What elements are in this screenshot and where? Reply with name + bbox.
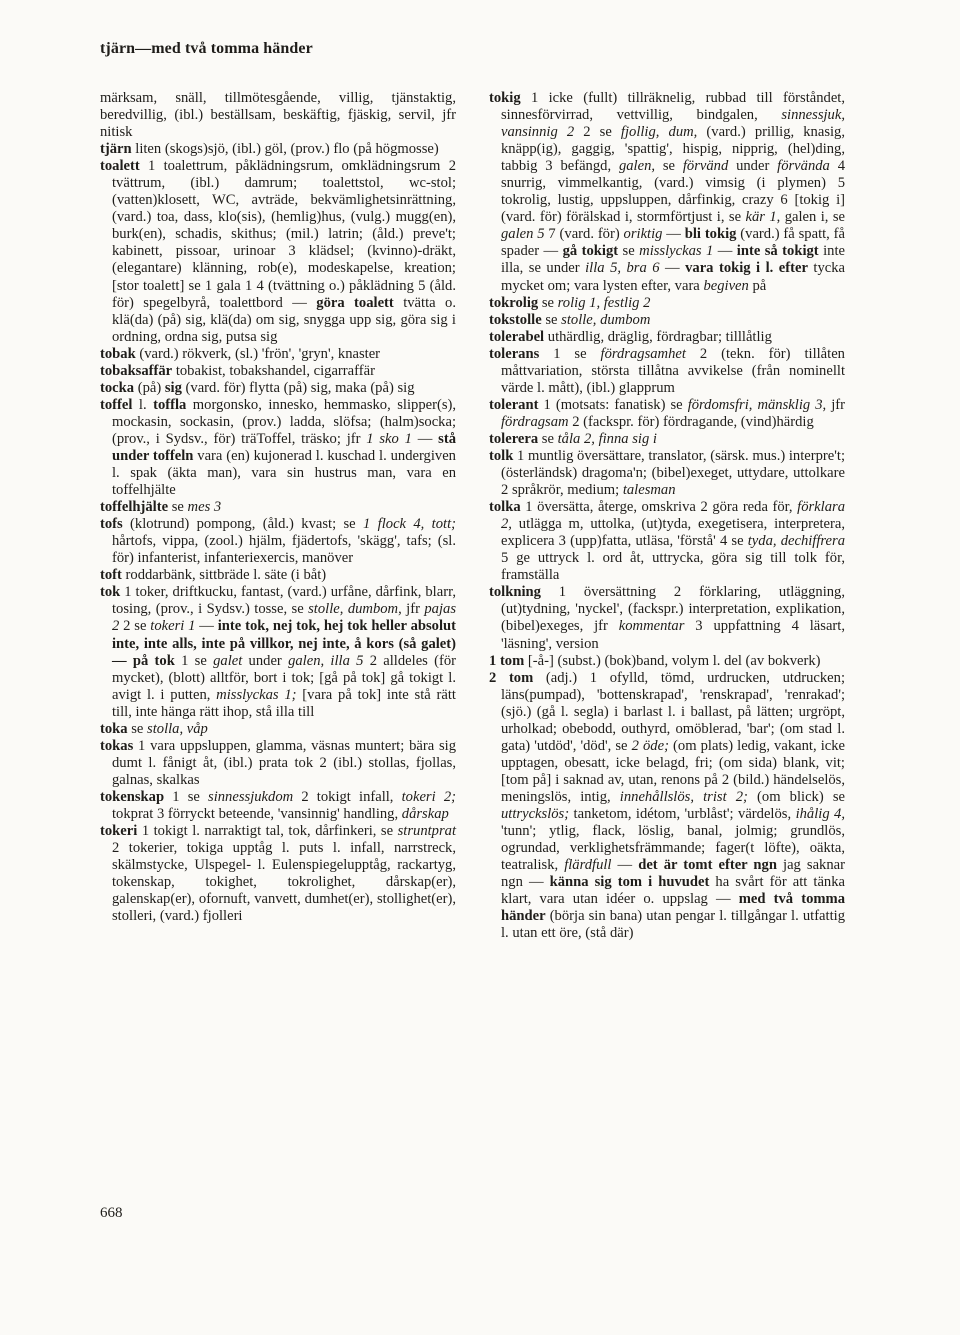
entry-text: 4 snurrig, vimmelkantig, (vard.) vimsig (i plymen) 5 tokrolig, lustig, uppsluppen, dårfinkig, crazy 6 [tokig i] (vard. för) förälskad i, stormförtjust i, se — [501, 158, 845, 226]
entry-text: 2 tokigt infall, — [293, 788, 402, 805]
entry-text: tokeri 2; — [401, 788, 456, 805]
entry-text: 7 (vard. för) — [544, 226, 624, 243]
entry-text: inte tok, nej tok, hej tok heller absolut inte, inte alls, inte på villkor, nej inte, å kors (så galet) — på tok — [112, 618, 456, 669]
entry-text: stolle, dumbom — [308, 601, 399, 618]
entry-text: — — [659, 260, 686, 277]
dictionary-entry — [100, 567, 456, 584]
headword: toft — [100, 567, 122, 584]
entry-text: inte illa, se under — [501, 243, 845, 277]
dictionary-entry — [100, 789, 456, 823]
headword: tok — [100, 584, 121, 601]
entry-text: sig — [164, 379, 182, 396]
dictionary-entry — [100, 363, 456, 380]
headword: toka — [100, 720, 128, 737]
entry-text: uthärdlig, dräglig, fördragbar; tilllåtlig — [544, 328, 772, 345]
entry-text: jag saknar ngn — — [501, 857, 845, 891]
dictionary-entry — [100, 346, 456, 363]
entry-text: 2 tokerier, tokiga upptåg l. puts l. infall, narrstreck, skälmstycke, Ulspegel- l. Eulenspiegelupptåg, rackartyg, tokenskap, tokighet, tokrolighet, dårskap(er), galenskap(er), ofornuft, vanvett, dumhet(er), stollighet(er), stolleri, (vard.) fjolleri — [112, 840, 456, 925]
entry-text: se — [538, 294, 558, 311]
entry-text: (på) — [134, 379, 165, 396]
dictionary-entry — [489, 499, 845, 584]
entry-text: på — [748, 277, 767, 294]
entry-text: gå tokigt — [562, 243, 619, 260]
dictionary-entry — [489, 397, 845, 431]
entry-text: tanketom, idétom, 'urblåst'; värdelös, — [569, 805, 796, 822]
entry-text: uttryckslös; — [501, 805, 570, 822]
headword: tokas — [100, 737, 134, 754]
dictionary-entry — [100, 141, 456, 158]
entry-text: innehållslös, trist 2; — [619, 788, 748, 805]
headword: tolerans — [489, 345, 540, 362]
entry-text: fördragsam — [501, 413, 569, 430]
entry-text: bli tokig — [684, 226, 737, 243]
dictionary-entry — [489, 670, 845, 943]
entry-text: kommentar — [618, 618, 685, 635]
entry-text: tvätta o. klä(da) (på) sig, klä(da) om sig, snygga upp sig, göra sig i ordning, ordna sig, putsa sig — [112, 294, 456, 345]
entry-text: galen, — [618, 158, 656, 175]
headword: tokstolle — [489, 311, 542, 328]
entry-text: galen, illa 5 — [288, 652, 364, 669]
entry-text: (om blick) se — [747, 788, 845, 805]
dictionary-entry — [100, 499, 456, 516]
entry-text: (börja sin bana) utan pengar l. tillgångar l. utfattig l. utan ett öre, (stå där) — [501, 908, 845, 942]
entry-text: tobakist, tobakshandel, cigarraffär — [172, 362, 375, 379]
entry-text: — — [195, 618, 218, 635]
entry-text: se — [168, 499, 188, 516]
dictionary-entry — [489, 448, 845, 499]
entry-text: se — [618, 243, 640, 260]
entry-text: 'tunn'; ytlig, flack, löslig, banal, jolmig; grundlös, ogrundad, verklighetsfrämmande; fager(t löfte), oäkta, teatralisk, — [501, 823, 845, 874]
entry-text: förvända — [777, 158, 830, 175]
entry-text: rolig 1, festlig 2 — [557, 294, 651, 311]
dictionary-entry — [100, 380, 456, 397]
entry-text: flärdfull — [564, 857, 612, 874]
running-head: tjärn—med två tomma händer — [100, 40, 313, 57]
entry-text: förvänd — [682, 158, 729, 175]
entry-text: 1 muntlig översättare, translator, (särsk. mus.) interpre't; (österländsk) dragoma'n; (bibel)exeget, uttydare, uttolkare 2 språkrör, medium; — [501, 447, 845, 499]
dictionary-entry — [100, 738, 456, 789]
entry-text: förklara 2, — [501, 499, 845, 533]
entry-text: 1 sko 1 — [366, 430, 412, 447]
headword: tolerera — [489, 430, 539, 447]
headword: toalett — [100, 158, 140, 175]
dictionary-entry — [489, 584, 845, 652]
entry-text: se — [538, 430, 558, 447]
entry-text: under — [728, 158, 778, 175]
entry-text: sinnessjukdom — [208, 788, 294, 805]
entry-text: 1 (motsats: fanatisk) se — [538, 396, 688, 413]
entry-text: 2 (fackspr. för) fördragande, (vind)härdig — [568, 413, 814, 430]
entry-text: märksam, snäll, tillmötesgående, villig, tjänstaktig, beredvillig, (ibl.) beställsam, beskäftig, fjäskig, servil, jfr nitisk — [100, 90, 456, 141]
dictionary-entry — [489, 431, 845, 448]
entry-text: 1 flock 4, tott; — [363, 516, 457, 533]
entry-text: med två tomma händer — [501, 891, 845, 925]
entry-text: 2 se — [119, 618, 151, 635]
entry-text: 1 tokigt l. narraktigt tal, tok, dårfinkeri, se — [137, 823, 398, 840]
headword: 2 tom — [489, 669, 534, 686]
entry-text: l. — [132, 396, 154, 413]
entry-text: göra toalett — [316, 294, 394, 311]
entry-text: se — [541, 311, 562, 328]
dictionary-entry — [489, 90, 845, 295]
entry-text: — — [611, 857, 639, 874]
entry-text: (vard.) prillig, knasig, knäpp(ig), gaggig, 'spattig', hispig, nipprig, (hel)ding, tabbig 3 befängd, — [501, 124, 845, 175]
page-number: 668 — [100, 1205, 123, 1221]
entry-text: fördragsamhet — [600, 345, 686, 362]
entry-text: tåla 2, finna sig i — [557, 430, 657, 447]
entry-text: 1 vara uppsluppen, glamma, väsnas muntert; bära sig dumt l. fånigt åt, (ibl.) prata tok 2 (ibl.) stollas, fjollas, galnas, skalkas — [112, 737, 456, 788]
entry-text: det är tomt efter ngn — [638, 857, 777, 874]
entry-text: kär 1 — [745, 209, 777, 226]
headword: tocka — [100, 379, 135, 396]
entry-text: struntprat — [397, 823, 456, 840]
entry-text: fördomsfri, mänsklig 3, — [687, 396, 827, 413]
entry-text: vara tokig i l. efter — [685, 260, 808, 277]
entry-text: (vard.) rökverk, (sl.) 'frön', 'gryn', knaster — [135, 345, 381, 362]
entry-text: se — [655, 158, 683, 175]
dictionary-entry — [489, 295, 845, 312]
headword: 1 tom — [489, 652, 525, 669]
headword: toffel — [100, 396, 133, 413]
entry-text: 2 öde; — [631, 737, 669, 754]
entry-text: 1 toalettrum, påklädningsrum, omklädningsrum 2 tvättrum, (ibl.) damrum; toalettstol, wc-stol; (vatten)klosett, WC, avträde, bekvämlighetsinrättning, (vard.) toa, dass, klo(sis), (hemlig)hus, (vulg.) mugg(en), burk(en), schadis, skithus; (mil.) latrin; (åld.) preve't; kabinett, pissoar, urinoar 3 klädsel; (kvinno)-dräkt, (elegantare) klänning, rob(e), modeskapelse, kreation; [stor toalett] se 1 gala 1 4 (tvättning o.) påklädning 5 (åld. för) spegelbyrå, toalettbord — — [112, 158, 456, 311]
entry-text: tycka mycket om; vara lysten efter, vara — [501, 260, 846, 294]
dictionary-entry — [489, 329, 845, 346]
headword: tolkning — [489, 584, 541, 601]
entry-text: fjollig, dum, — [620, 124, 698, 141]
entry-text: illa 5, bra 6 — [585, 260, 660, 277]
entry-text: roddarbänk, sittbräde l. säte (i båt) — [121, 567, 327, 584]
dictionary-entry — [100, 516, 456, 567]
dictionary-entry — [100, 90, 456, 141]
entry-text: — — [713, 243, 737, 260]
entry-text: liten (skogs)sjö, (ibl.) göl, (prov.) flo (på högmosse) — [131, 141, 439, 158]
entry-text: galet — [213, 652, 243, 669]
entry-text: vara (en) kujonerad l. kuschad l. undergiven l. spak (äkta man), vara sin hustrus man, vara en toffelhjälte — [112, 447, 456, 499]
dictionary-entry — [100, 397, 456, 499]
entry-text: 5 ge uttryck l. ord åt, uttrycka, göra sig till tolk för, framställa — [501, 550, 845, 584]
entry-text: toffla — [153, 396, 187, 413]
entry-text: hårtofs, vippa, (zool.) hjälm, fjädertofs, 'skägg', tafs; (sl. för) infanterist, infanteriexercis, manöver — [112, 533, 456, 567]
entry-text: se — [127, 720, 148, 737]
entry-text: mes 3 — [187, 499, 222, 516]
entry-text: talesman — [622, 482, 676, 499]
entry-text: 2 (tekn. för) tillåten måttvariation, största tillåtna avvikelse (från nominellt värde l. mått), (ibl.) glapprum — [501, 345, 845, 396]
entry-text: pajas 2 — [112, 601, 456, 635]
right-column — [489, 90, 845, 1200]
entry-text: 1 översättning 2 förklaring, utläggning, (ut)tydning, 'nyckel', (fackspr.) interpretation, explikation, (bibel)exeges, jfr — [501, 584, 845, 635]
entry-text: 3 uppfattning 4 läsart, 'läsning', version — [501, 618, 845, 652]
headword: tolerabel — [489, 328, 545, 345]
entry-text: stolla, våp — [147, 720, 208, 737]
dictionary-columns — [100, 90, 845, 1200]
entry-text: begiven — [703, 277, 749, 294]
entry-text: tyda, dechiffrera — [747, 533, 845, 550]
entry-text: tokeri 1 — [150, 618, 196, 635]
entry-text: misslyckas 1 — [639, 243, 714, 260]
entry-text: (om plats) ledig, vakant, icke upptagen, obesatt, icke belagd, fri; (om sida) blank, vit; [tom på] i saknad av, utan, renons på 2 (bild.) händelselös, meningslös, intig, — [501, 737, 845, 805]
entry-text: jfr — [826, 396, 845, 413]
entry-text: 1 icke (fullt) tillräknelig, rubbad till förståndet, sinnesförvirrad, vettvillig, bindgalen, — [501, 90, 845, 124]
entry-text: 1 toker, driftkucku, fantast, (vard.) urfåne, dårfink, blarr, tosing, (prov., i Sydsv.) tosse, se — [112, 584, 456, 618]
entry-text: dårskap — [401, 805, 449, 822]
dictionary-entry — [489, 653, 845, 670]
dictionary-entry — [100, 158, 456, 346]
entry-text: morgonsko, innesko, hemmasko, slipper(s), mockasin, sockasin, (prov.) ladda, slöfsa; (halm)socka; (prov., i Sydsv., för) träToffel, träsko; jfr — [112, 396, 457, 447]
headword: tolk — [489, 447, 514, 464]
headword: tolka — [489, 499, 521, 516]
headword: tokig — [489, 90, 521, 106]
dictionary-entry — [100, 584, 456, 720]
headword: tokrolig — [489, 294, 539, 311]
dictionary-entry — [489, 346, 845, 397]
entry-text: , jfr — [398, 601, 425, 618]
headword: tofs — [100, 516, 123, 533]
entry-text: 2 se — [574, 124, 621, 141]
left-column — [100, 90, 456, 1200]
dictionary-entry — [100, 823, 456, 925]
entry-text: stå under toffeln — [112, 430, 456, 464]
entry-text: ihålig 4, — [795, 805, 846, 822]
entry-text: (klotrund) pompong, (åld.) kvast; se — [122, 516, 364, 533]
headword: tobaksaffär — [100, 362, 173, 379]
headword: tokeri — [100, 823, 138, 840]
entry-text: oriktig — [623, 226, 663, 243]
entry-text: [-å-] (subst.) (bok)band, volym l. del (av bokverk) — [524, 652, 821, 669]
entry-text: galen 5 — [501, 226, 545, 243]
entry-text: misslyckas 1; — [216, 686, 297, 703]
entry-text: inte så tokigt — [736, 243, 819, 260]
entry-text: — — [411, 430, 439, 447]
entry-text: stolle, dumbom — [561, 311, 651, 328]
entry-text: , galen i, se — [776, 209, 845, 226]
dictionary-entry — [489, 312, 845, 329]
entry-text: (vard.) få spatt, få spader — — [501, 226, 846, 260]
entry-text: känna sig tom i huvudet — [549, 874, 710, 891]
entry-text: sinnessjuk, vansinnig 2 — [501, 107, 845, 141]
entry-text: 1 översätta, återge, omskriva 2 göra reda för, — [520, 499, 798, 516]
headword: tobak — [100, 345, 136, 362]
entry-text: tokprat 3 förryckt beteende, 'vansinnig' handling, — [112, 805, 402, 822]
dictionary-entry — [100, 721, 456, 738]
entry-text: utlägga m, uttolka, (ut)tyda, exegetisera, interpretera, explicera 3 (upp)fatta, utläsa, 'förstå' 4 se — [501, 516, 845, 550]
entry-text: 1 se — [174, 652, 214, 669]
entry-text: 1 se — [164, 788, 209, 805]
headword: tokenskap — [100, 788, 165, 805]
entry-text: (adj.) 1 ofylld, tömd, urdrucken, utdrucken; läns(pumpad), 'bottenskrapad', 'renskrapad', 'renrakad'; (sjö.) (gå l. segla) i barlast l. i ballast, på lätten; urgröpt, urholkad; obebodd, outhyrd, omöblerad, 'bar'; (om stad l. gata) 'utdöd', 'död', se — [501, 669, 845, 754]
entry-text: — — [662, 226, 685, 243]
entry-text: ha svårt för att tänka klart, vara utan idéer o. uppslag — — [501, 874, 845, 908]
entry-text: 1 se — [539, 345, 601, 362]
headword: tolerant — [489, 396, 539, 413]
headword: toffelhjälte — [100, 499, 169, 516]
entry-text: (vard. för) flytta (på) sig, maka (på) sig — [181, 379, 415, 396]
entry-text: [vara på tok] inte stå rätt till, inte hänga rätt ihop, stå illa till — [112, 686, 456, 720]
entry-text: 2 alldeles (för mycket), (blott) alltför, bort i tok; [gå på tok] gå tokigt l. avigt l. i putten, — [112, 652, 456, 703]
entry-text: under — [242, 652, 289, 669]
headword: tjärn — [100, 141, 132, 158]
